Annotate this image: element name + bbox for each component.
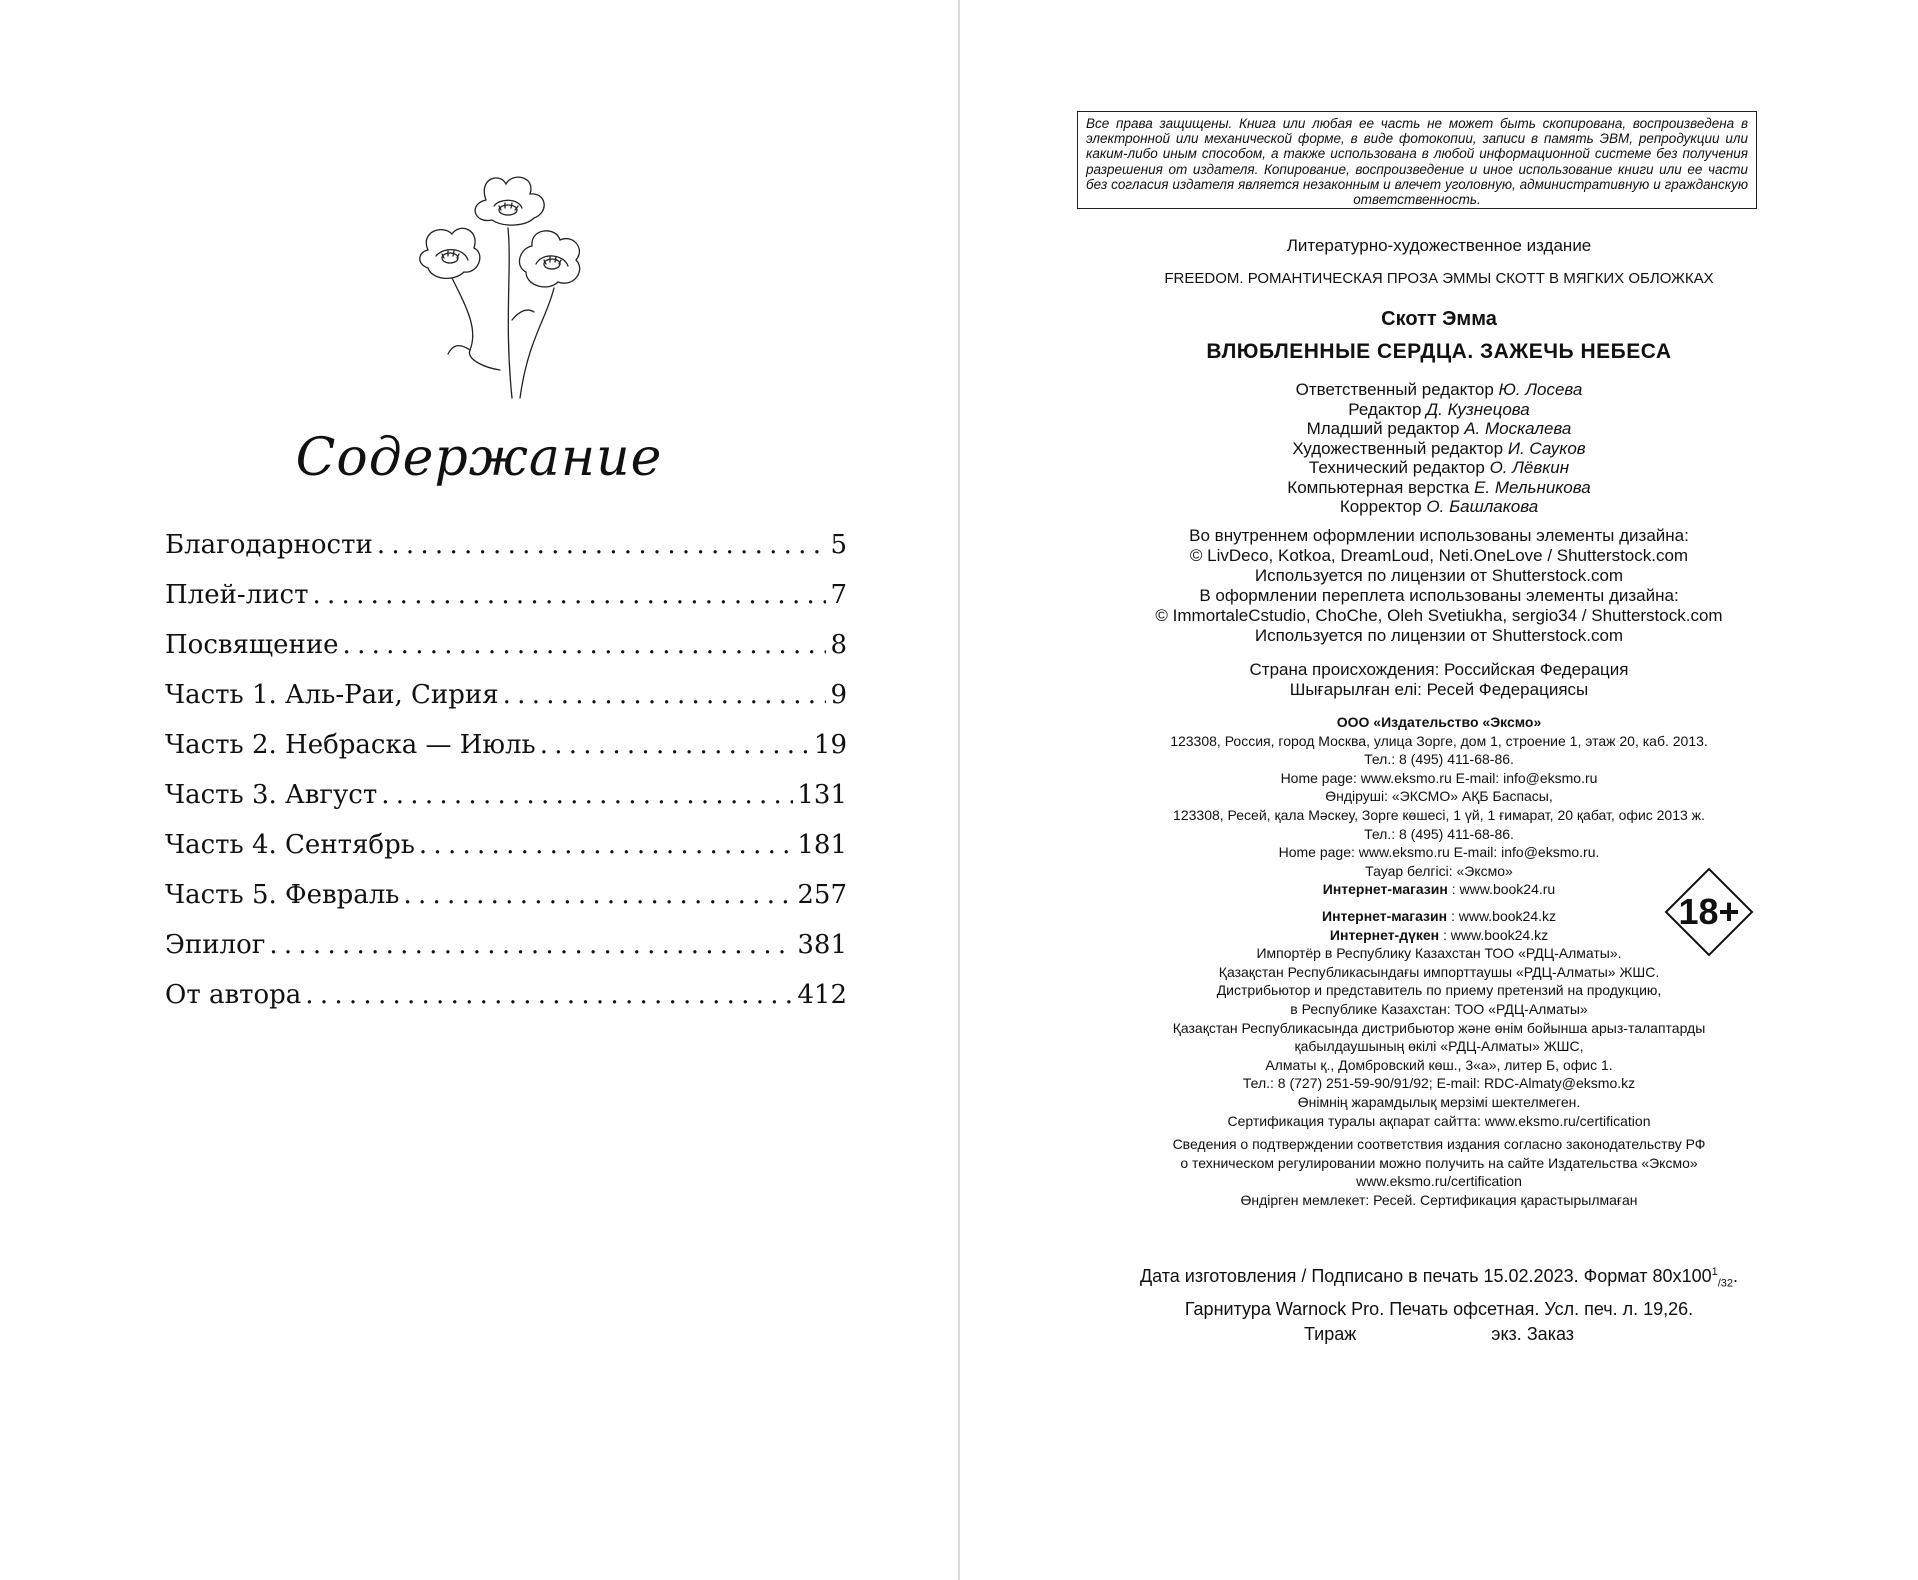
credit-line bbox=[960, 478, 1918, 498]
toc-entry bbox=[165, 880, 847, 930]
credit-role: Художественный редактор bbox=[1292, 438, 1504, 458]
toc-entry bbox=[165, 780, 847, 830]
shop-url: : www.book24.kz bbox=[1439, 926, 1549, 943]
credit-line bbox=[960, 419, 1918, 439]
toc-entry-page: 381 bbox=[797, 930, 847, 960]
publisher-line: Өндіруші: «ЭКСМО» АҚБ Баспасы, bbox=[1325, 788, 1553, 805]
toc-entry-label: Благодарности bbox=[165, 530, 373, 560]
toc-entry-label: Часть 5. Февраль bbox=[165, 880, 400, 910]
toc-entry-label: Плей-лист bbox=[165, 580, 309, 610]
certification-info bbox=[960, 1135, 1918, 1209]
toc-entry-page: 5 bbox=[830, 530, 847, 560]
credit-line bbox=[960, 400, 1918, 420]
publisher-line: Тел.: 8 (495) 411-68-86. bbox=[1364, 751, 1514, 768]
credit-person: О. Башлакова bbox=[1426, 497, 1539, 516]
toc-entry-label: Эпилог bbox=[165, 930, 266, 960]
importer-line: қабылдаушының өкілі «РДЦ-Алматы» ЖШС, bbox=[1294, 1038, 1584, 1055]
format-subscript: /32 bbox=[1717, 1277, 1734, 1290]
toc-entry bbox=[165, 530, 847, 580]
design-line: В оформлении переплета использованы элементы дизайна: bbox=[1199, 586, 1679, 605]
credit-line bbox=[960, 439, 1918, 459]
shop-line bbox=[960, 880, 1918, 899]
publisher-line: Тел.: 8 (495) 411-68-86. bbox=[1364, 825, 1514, 842]
publisher-name: ООО «Издательство «Эксмо» bbox=[1336, 714, 1542, 730]
toc-leader-dots bbox=[403, 880, 793, 910]
country-of-origin bbox=[960, 660, 1918, 700]
toc-entry-page: 257 bbox=[797, 880, 847, 910]
toc-entry-label: От автора bbox=[165, 980, 302, 1010]
toc-leader-dots bbox=[419, 830, 793, 860]
credit-role: Технический редактор bbox=[1308, 458, 1485, 477]
toc-entry-label: Часть 2. Небраска — Июль bbox=[165, 730, 536, 760]
toc-entry bbox=[165, 830, 847, 880]
shop-line bbox=[960, 907, 1918, 926]
edition-type: Литературно-художественное издание bbox=[1286, 236, 1592, 255]
age-rating: 18+ bbox=[1678, 891, 1740, 932]
credit-person: И. Сауков bbox=[1507, 438, 1586, 458]
toc-entry-page: 7 bbox=[830, 580, 847, 610]
toc-leader-dots bbox=[540, 730, 810, 760]
cert-line: Сведения о подтверждении соответствия издания согласно законодательству РФ bbox=[1172, 1136, 1706, 1152]
origin-line: Страна происхождения: Российская Федерация bbox=[1249, 660, 1629, 679]
toc-entry-label: Часть 4. Сентябрь bbox=[165, 830, 415, 860]
toc-entry-page: 8 bbox=[830, 630, 847, 660]
toc-list bbox=[165, 530, 847, 1030]
importer-line: Дистрибьютор и представитель по приему претензий на продукцию, bbox=[1216, 982, 1662, 999]
importer-line: Қазақстан Республикасында дистрибьютор және өнім бойынша арыз-талаптарды bbox=[1172, 1019, 1706, 1036]
toc-leader-dots bbox=[312, 580, 826, 610]
toc-leader-dots bbox=[503, 680, 827, 710]
credit-line bbox=[960, 497, 1918, 517]
shop-line bbox=[960, 926, 1918, 945]
importer-line: Сертификация туралы ақпарат сайтта: www.eksmo.ru/certification bbox=[1227, 1112, 1651, 1129]
publisher-line: 123308, Россия, город Москва, улица Зорге, дом 1, строение 1, этаж 20, каб. 2013. bbox=[1170, 732, 1708, 749]
shop-label: Интернет-магазин bbox=[1322, 908, 1448, 924]
shop-label: Интернет-магазин bbox=[1322, 881, 1448, 898]
shop-label: Интернет-дүкен bbox=[1329, 926, 1440, 943]
origin-line: Шығарылған елі: Ресей Федерациясы bbox=[1289, 680, 1589, 699]
print-date-format: Дата изготовления / Подписано в печать 15.02.2023. Формат 80x100 bbox=[1139, 1266, 1712, 1286]
importer-line: в Республике Казахстан: ТОО «РДЦ-Алматы» bbox=[1290, 1000, 1588, 1017]
shop-url: : www.book24.ru bbox=[1447, 881, 1556, 898]
toc-leader-dots bbox=[343, 630, 827, 660]
design-line: © ImmortaleCstudio, ChoChe, Oleh Svetiukha, sergio34 / Shutterstock.com bbox=[1155, 606, 1723, 625]
toc-entry bbox=[165, 630, 847, 680]
design-line: Используется по лицензии от Shutterstock.com bbox=[1254, 566, 1624, 585]
importer-line: Қазақстан Республикасындағы импорттаушы «РДЦ-Алматы» ЖШС. bbox=[1218, 963, 1660, 980]
poppy-flowers-illustration bbox=[408, 170, 608, 400]
credit-role: Младший редактор bbox=[1306, 419, 1460, 438]
toc-entry bbox=[165, 680, 847, 730]
toc-entry bbox=[165, 980, 847, 1030]
editorial-credits bbox=[960, 380, 1918, 517]
toc-entry bbox=[165, 930, 847, 980]
credit-role: Корректор bbox=[1339, 497, 1422, 516]
toc-leader-dots bbox=[377, 530, 827, 560]
toc-leader-dots bbox=[305, 980, 793, 1010]
importer-line: Тел.: 8 (727) 251-59-90/91/92; E-mail: RDC-Almaty@eksmo.kz bbox=[1242, 1075, 1636, 1092]
toc-entry bbox=[165, 580, 847, 630]
print-line bbox=[960, 1322, 1918, 1347]
design-line: © LivDeco, Kotkoa, DreamLoud, Neti.OneLove / Shutterstock.com bbox=[1189, 546, 1689, 565]
shops-and-importer bbox=[960, 907, 1918, 1130]
imprint-page bbox=[960, 0, 1918, 1580]
credit-role: Компьютерная верстка bbox=[1287, 477, 1470, 497]
credit-person: А. Москалева bbox=[1464, 419, 1572, 438]
order-label: экз. Заказ bbox=[1491, 1323, 1575, 1344]
publisher-line: Home page: www.eksmo.ru E-mail: info@eksmo.ru. bbox=[1278, 844, 1600, 861]
credit-person: О. Лёвкин bbox=[1489, 458, 1570, 477]
design-line: Используется по лицензии от Shutterstock.com bbox=[1254, 626, 1624, 645]
print-line bbox=[960, 1260, 1918, 1297]
cert-line: Өндірген мемлекет: Ресей. Сертификация қарастырылмаған bbox=[1240, 1191, 1638, 1208]
toc-entry-label: Часть 1. Аль-Раи, Сирия bbox=[165, 680, 499, 710]
credit-line bbox=[960, 380, 1918, 400]
cert-line: о техническом регулировании можно получить на сайте Издательства «Эксмо» bbox=[1180, 1154, 1698, 1171]
toc-entry-page: 412 bbox=[797, 980, 847, 1010]
publisher-info bbox=[960, 713, 1918, 899]
toc-leader-dots bbox=[381, 780, 793, 810]
toc-entry-page: 181 bbox=[797, 830, 847, 860]
toc-entry-page: 131 bbox=[797, 780, 847, 810]
toc-entry-page: 19 bbox=[813, 730, 847, 760]
book-title: ВЛЮБЛЕННЫЕ СЕРДЦА. ЗАЖЕЧЬ НЕБЕСА bbox=[1206, 340, 1672, 363]
toc-leader-dots bbox=[269, 930, 793, 960]
series-name: FREEDOM. РОМАНТИЧЕСКАЯ ПРОЗА ЭММЫ СКОТТ В МЯГКИХ ОБЛОЖКАХ bbox=[1164, 270, 1714, 287]
importer-line: Импортёр в Республику Казахстан ТОО «РДЦ-Алматы». bbox=[1256, 945, 1622, 962]
toc-entry-label: Посвящение bbox=[165, 630, 339, 660]
print-line: Гарнитура Warnock Pro. Печать офсетная. Усл. печ. л. 19,26. bbox=[1184, 1298, 1694, 1319]
publisher-line: Тауар белгісі: «Эксмо» bbox=[1365, 862, 1513, 879]
credit-role: Редактор bbox=[1348, 399, 1422, 419]
design-line: Во внутреннем оформлении использованы элементы дизайна: bbox=[1189, 526, 1689, 545]
cert-line: www.eksmo.ru/certification bbox=[1356, 1173, 1522, 1190]
shop-url: : www.book24.kz bbox=[1447, 908, 1556, 924]
toc-entry-label: Часть 3. Август bbox=[165, 780, 378, 810]
credit-person: Е. Мельникова bbox=[1474, 477, 1591, 497]
format-period: . bbox=[1733, 1266, 1739, 1286]
design-credits bbox=[960, 526, 1918, 646]
importer-line: Өнімнің жарамдылық мерзімі шектелмеген. bbox=[1297, 1093, 1581, 1110]
copyright-notice-box: Все права защищены. Книга или любая ее часть не может быть скопирована, воспроизведена в электронной или механической форме, в виде фотокопии, записи в память ЭВМ, репродукции или каким-либо иным способом, а также использована в любой информационной системе без получения разрешения от издателя. Копирование, воспроизведение и иное использование книги или ее части без согласия издателя является незаконным и влечет уголовную, административную и гражданскую ответственность. bbox=[1077, 111, 1757, 209]
credit-role: Ответственный редактор bbox=[1295, 380, 1494, 399]
toc-title: Содержание bbox=[295, 428, 663, 488]
publisher-line: Home page: www.eksmo.ru E-mail: info@eksmo.ru bbox=[1280, 769, 1598, 786]
publisher-line: 123308, Ресей, қала Мәскеу, Зорге көшесі, 1 үй, 1 ғимарат, 20 қабат, офис 2013 ж. bbox=[1173, 806, 1705, 823]
credit-person: Ю. Лосева bbox=[1498, 380, 1583, 399]
print-run-label: Тираж bbox=[1303, 1323, 1357, 1344]
toc-entry bbox=[165, 730, 847, 780]
credit-person: Д. Кузнецова bbox=[1426, 399, 1530, 419]
author-name: Скотт Эмма bbox=[1381, 308, 1497, 330]
format-superscript: 1 bbox=[1711, 1266, 1718, 1278]
toc-entry-page: 9 bbox=[830, 680, 847, 710]
print-details bbox=[960, 1260, 1918, 1347]
toc-page bbox=[0, 0, 958, 1580]
credit-line bbox=[960, 458, 1918, 478]
importer-line: Алматы қ., Домбровский көш., 3«а», литер Б, офис 1. bbox=[1265, 1056, 1613, 1073]
